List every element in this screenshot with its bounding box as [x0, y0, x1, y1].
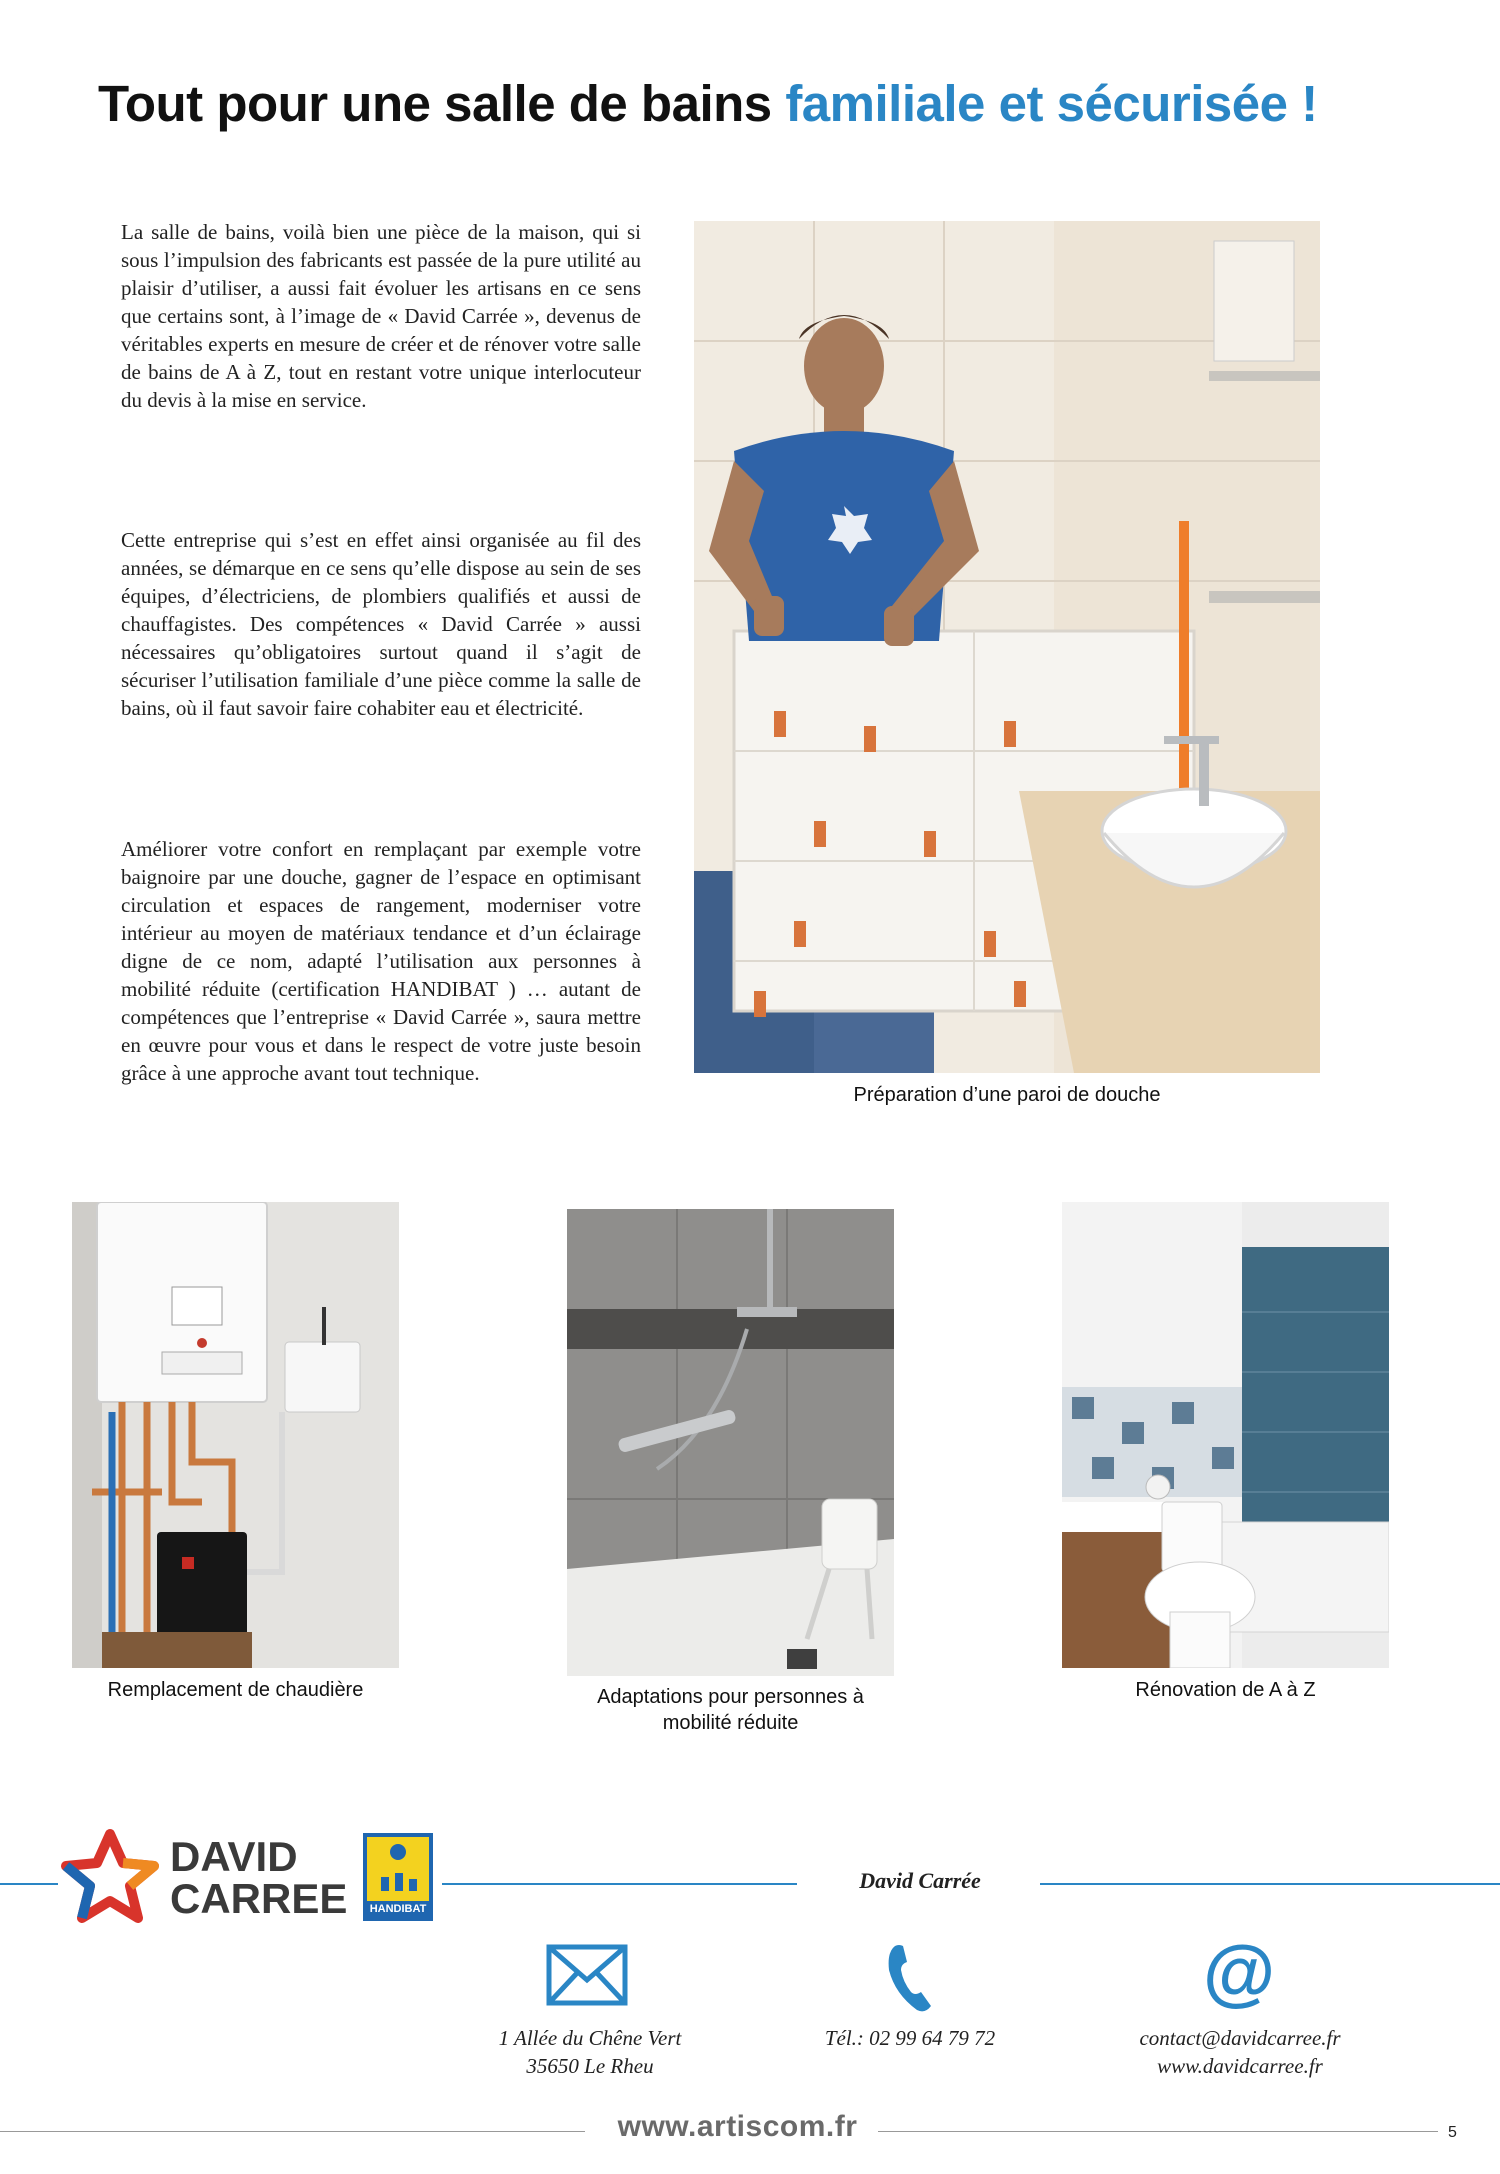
handibat-symbol-icon — [367, 1837, 429, 1901]
photo-accessible-shower-image — [567, 1209, 894, 1676]
photo-renovation — [1062, 1202, 1389, 1668]
company-wordmark — [170, 1833, 348, 1922]
at-sign-icon: @ — [1203, 1930, 1276, 2013]
handibat-label: HANDIBAT — [369, 1903, 427, 1915]
photo-shower-wall — [694, 221, 1320, 1073]
photo-accessible-shower — [567, 1209, 894, 1676]
caption-renovation: Rénovation de A à Z — [1135, 1679, 1316, 1701]
phone-number: Tél.: 02 99 64 79 72 — [824, 2026, 996, 2050]
photo-renovation-image — [1062, 1202, 1389, 1668]
paragraph-company: Cette entreprise qui s’est en effet ainsi organisée au fil des années, se démarque en ce sens qu’elle dispose au sein de ses équipes, d’électriciens, de plombiers qualifiés et aussi de chauffagistes. Des compétences « David Carrée » aussi nécessaires qu’obligatoires surtout quand il s’agit de sécuriser l’utilisation familiale d’une pièce comme la salle de bains, où il faut savoir faire cohabiter eau et électricité. — [121, 528, 641, 720]
wordmark-line2: CARREE — [170, 1875, 348, 1922]
photo-boiler-image — [72, 1202, 399, 1668]
address-block — [440, 2024, 740, 2080]
caption-boiler: Remplacement de chaudière — [107, 1679, 364, 1701]
caption-accessible-shower — [567, 1684, 894, 1736]
address-street: 1 Allée du Chêne Vert — [498, 2026, 682, 2050]
caption-shower-wall: Préparation d’une paroi de douche — [853, 1084, 1161, 1106]
star-logo-icon — [60, 1828, 160, 1928]
title-main: Tout pour une salle de bains — [98, 75, 786, 132]
wordmark-line1: DAVID — [170, 1833, 298, 1880]
web-contact-block — [1090, 2024, 1390, 2080]
page-number: 5 — [1448, 2124, 1457, 2141]
david-carree-logo-mark — [60, 1828, 160, 1928]
envelope-icon — [546, 1944, 628, 2006]
handibat-badge — [363, 1833, 433, 1921]
caption-accessible-line1: Adaptations pour personnes à — [597, 1686, 864, 1708]
address-city: 35650 Le Rheu — [526, 2054, 654, 2078]
email-link[interactable]: contact@davidcarree.fr — [1139, 2026, 1341, 2050]
divider-middle — [442, 1883, 797, 1885]
photo-boiler — [72, 1202, 399, 1668]
phone-icon — [885, 1942, 935, 2014]
website-link[interactable]: www.davidcarree.fr — [1157, 2054, 1323, 2078]
page-title — [98, 74, 1318, 133]
caption-accessible-line2: mobilité réduite — [662, 1712, 799, 1734]
paragraph-services: Améliorer votre confort en remplaçant par exemple votre baignoire par une douche, gagner de l’espace en optimisant circulation et espaces de rangement, moderniser votre intérieur au moyen de matériaux tendance et d’un éclairage digne de ce nom, adapté l’utilisation aux personnes à mobilité réduite (certification HANDIBAT ) … autant de compétences que l’entreprise « David Carrée », saura mettre en œuvre pour vous et dans le respect de votre juste besoin grâce à une approche avant tout technique. — [121, 837, 641, 1085]
company-name: David Carrée — [859, 1868, 981, 1893]
footer-site[interactable]: www.artiscom.fr — [617, 2110, 858, 2143]
title-accent: familiale et sécurisée ! — [785, 75, 1318, 132]
divider-left — [0, 1883, 58, 1885]
paragraph-intro: La salle de bains, voilà bien une pièce de la maison, qui si sous l’impulsion des fabricants est passée de la pure utilité au plaisir d’utiliser, a aussi fait évoluer les artisans en ce sens que certains sont, à l’image de « David Carrée », devenus de véritables experts en mesure de créer et de rénover votre salle de bains de A à Z, tout en restant votre unique interlocuteur du devis à la mise en service. — [121, 220, 641, 412]
footer-rule-right — [878, 2131, 1438, 2132]
divider-right — [1040, 1883, 1500, 1885]
photo-shower-wall-image — [694, 221, 1320, 1073]
footer-rule-left — [0, 2131, 585, 2132]
